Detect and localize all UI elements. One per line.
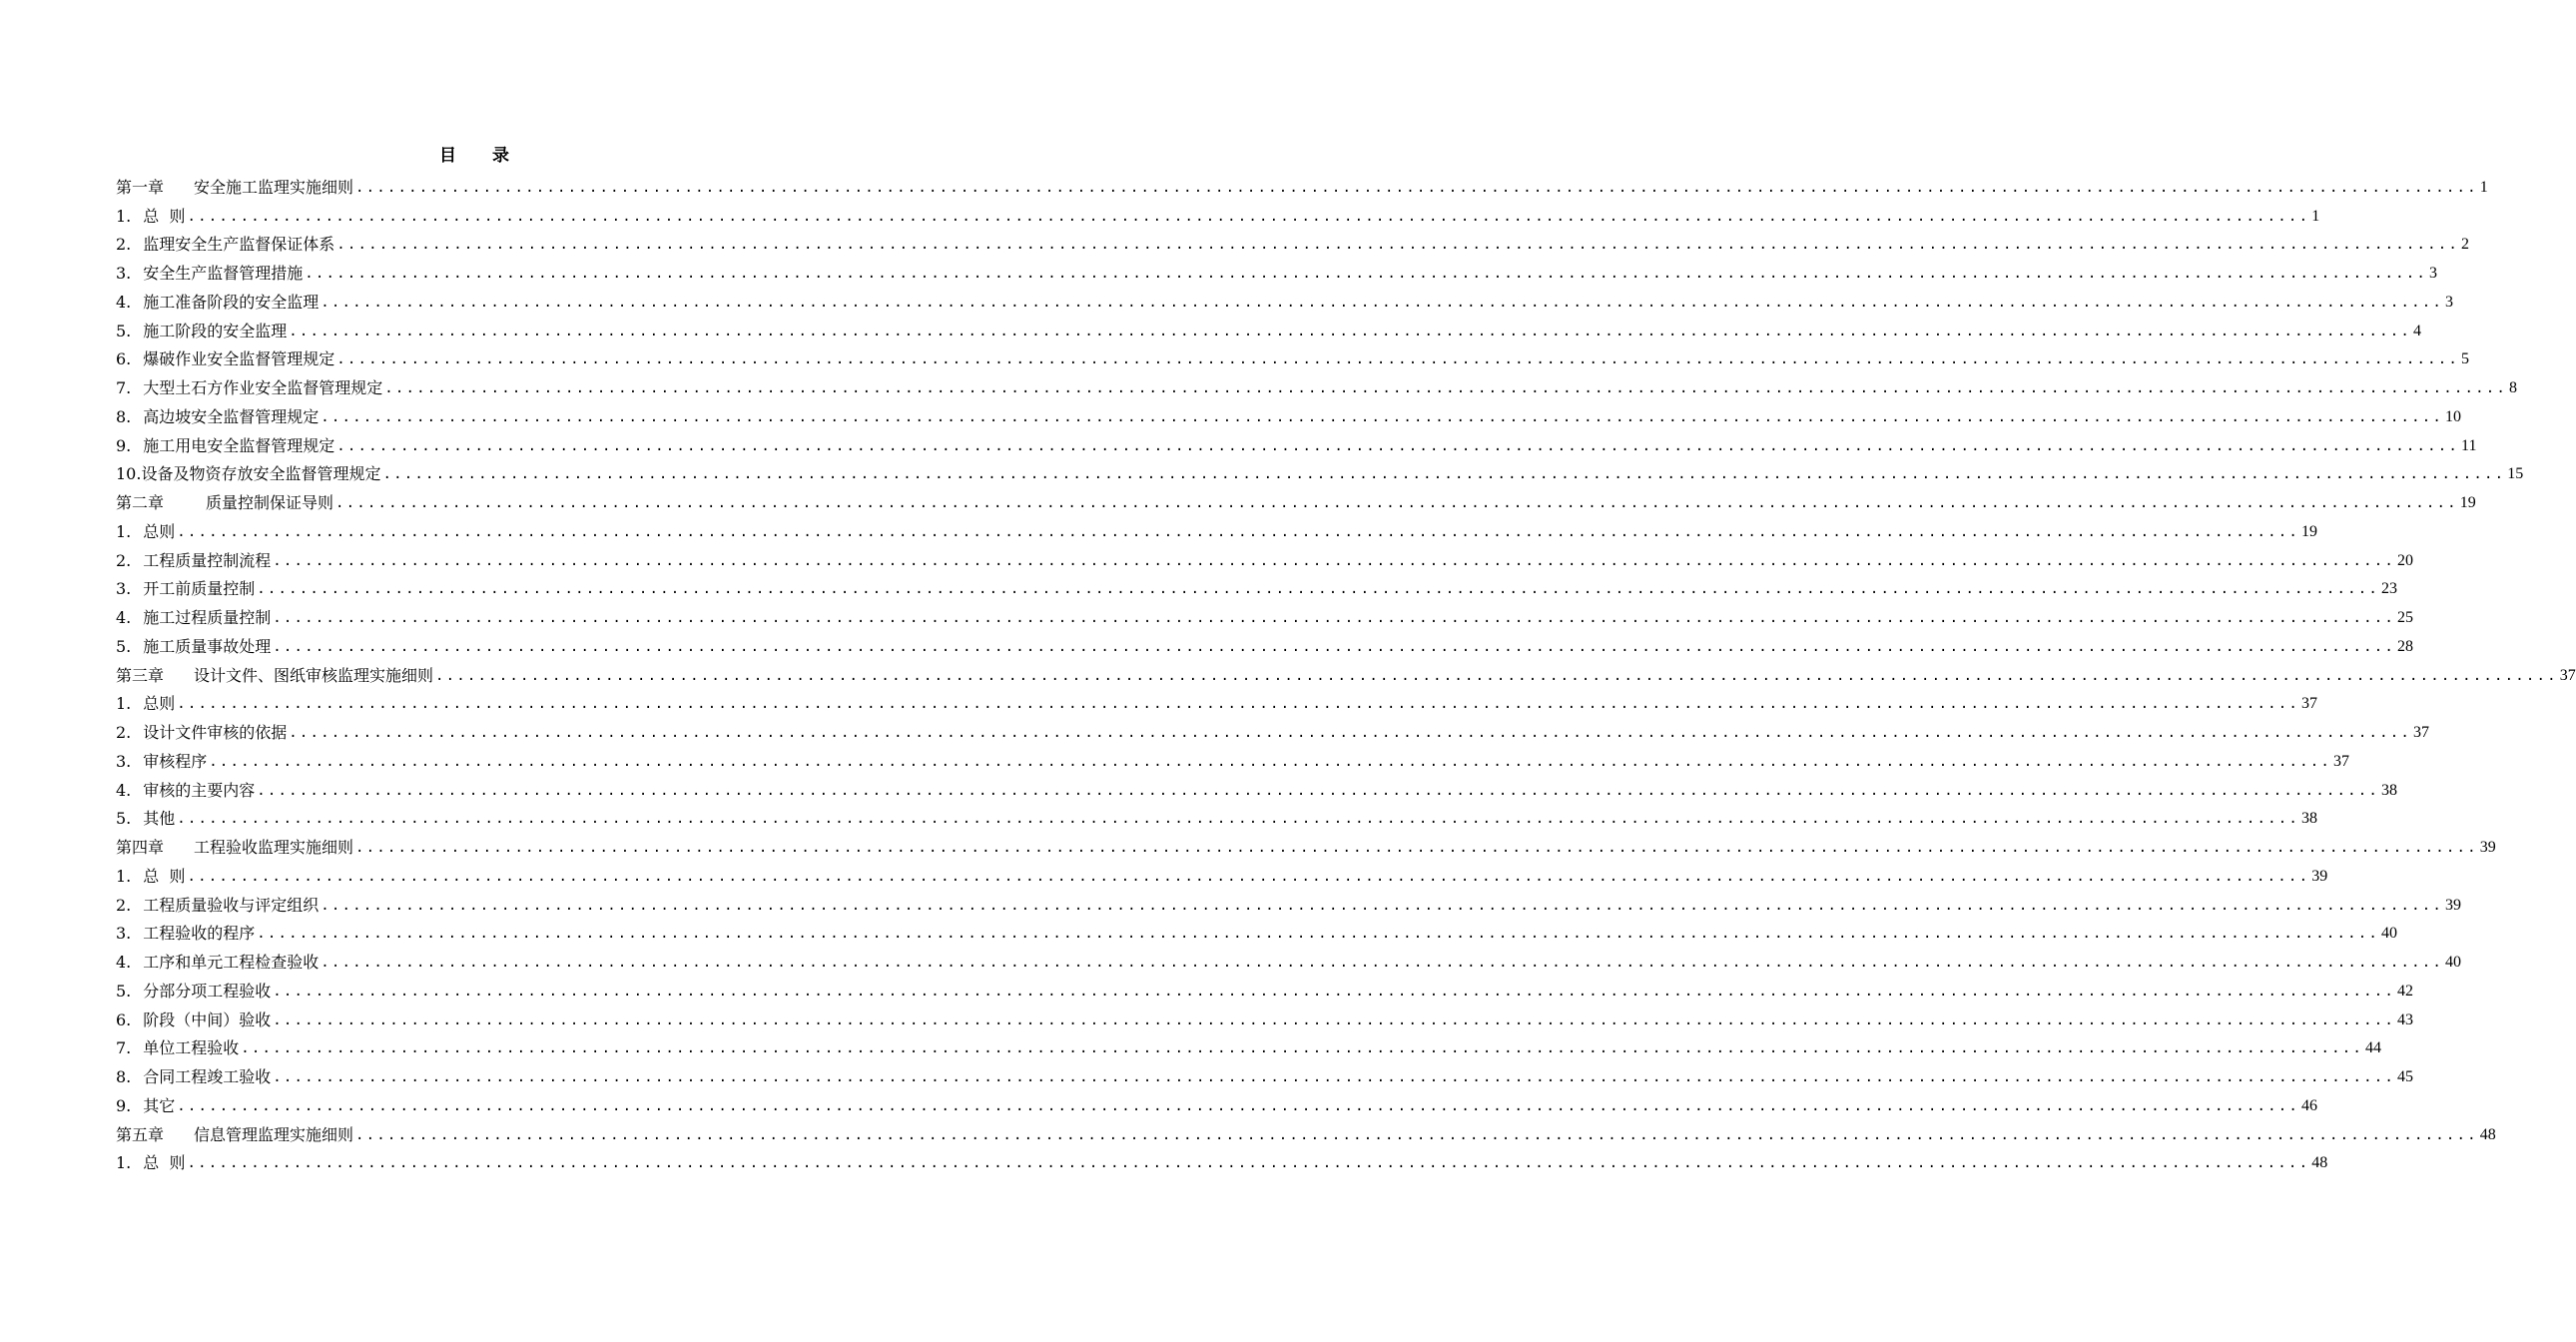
toc-entry-number: 第四章 [116, 838, 165, 857]
toc-page-number: 38 [2301, 810, 2318, 828]
toc-page-number: 37 [2301, 695, 2318, 713]
toc-entry-title: 审核的主要内容 [143, 780, 256, 800]
toc-entry-title: 施工质量事故处理 [143, 636, 272, 656]
toc-section-entry[interactable] [116, 1060, 2414, 1089]
toc-page-number: 11 [2461, 436, 2477, 454]
toc-section-entry[interactable] [116, 573, 2398, 602]
toc-entry-number: 第一章 [116, 177, 165, 197]
toc-section-entry[interactable] [116, 803, 2318, 832]
toc-entry-label [116, 291, 319, 315]
toc-section-entry[interactable] [116, 946, 2462, 975]
toc-entry-number: 1. [116, 1153, 132, 1173]
toc-dot-leader: ........................................................................................................................................................................................................ [289, 725, 2412, 741]
toc-section-entry[interactable] [116, 371, 2518, 400]
toc-entry-number: 8. [116, 406, 132, 426]
toc-dot-leader: ........................................................................................................................................................................................................ [273, 610, 2396, 626]
toc-entry-label [116, 664, 433, 688]
toc-page-number: 19 [2301, 522, 2318, 540]
toc-entry-label [116, 836, 353, 860]
toc-dot-leader: ........................................................................................................................................................................................................ [382, 466, 2506, 483]
toc-page-number: 39 [2479, 839, 2496, 856]
toc-page-number: 2 [2461, 236, 2470, 254]
toc-entry-label [116, 347, 334, 371]
toc-dot-leader: ........................................................................................................................................................................................................ [355, 1126, 2478, 1143]
toc-section-entry[interactable] [116, 889, 2462, 918]
toc-chapter-entry[interactable] [116, 171, 2488, 200]
toc-dot-leader: ........................................................................................................................................................................................................ [273, 552, 2396, 569]
toc-entry-label [116, 405, 319, 429]
toc-dot-leader: ........................................................................................................................................................................................................ [435, 667, 2558, 684]
toc-section-entry[interactable] [116, 458, 2524, 487]
toc-section-entry[interactable] [116, 860, 2328, 889]
toc-page-number: 46 [2301, 1096, 2318, 1114]
toc-dot-leader: ........................................................................................................................................................................................................ [177, 811, 2300, 828]
toc-entry-number: 1. [116, 866, 132, 886]
toc-page-number: 39 [2445, 896, 2462, 914]
toc-section-entry[interactable] [116, 918, 2398, 947]
toc-entry-number: 1. [116, 206, 132, 226]
toc-page-number: 4 [2413, 322, 2422, 339]
toc-entry-title: 安全施工监理实施细则 [194, 177, 354, 197]
toc-entry-number: 4. [116, 780, 132, 800]
toc-entry-number: 1. [116, 694, 132, 714]
toc-entry-title: 设备及物资存放安全监督管理规定 [141, 464, 381, 484]
toc-dot-leader: ........................................................................................................................................................................................................ [177, 696, 2300, 713]
toc-dot-leader: ........................................................................................................................................................................................................ [355, 179, 2478, 196]
toc-page-number: 39 [2311, 867, 2328, 885]
toc-entry-number: 5. [116, 981, 132, 1001]
toc-page-number: 38 [2381, 781, 2398, 799]
toc-entry-title: 阶段（中间）验收 [143, 1009, 272, 1029]
toc-entry-number: 4. [116, 953, 132, 972]
toc-entry-title: 爆破作业安全监督管理规定 [143, 349, 335, 369]
toc-entry-number: 7. [116, 1038, 132, 1058]
toc-entry-label [116, 1123, 353, 1147]
toc-dot-leader: ........................................................................................................................................................................................................ [355, 840, 2478, 856]
toc-entry-title: 施工阶段的安全监理 [143, 321, 288, 340]
toc-section-entry[interactable] [116, 315, 2422, 343]
toc-dot-leader: ........................................................................................................................................................................................................ [257, 782, 2380, 799]
toc-entry-number: 4. [116, 608, 132, 627]
toc-page-number: 1 [2311, 207, 2320, 225]
toc-entry-title: 总 则 [143, 1153, 186, 1173]
toc-title: 目录 [439, 146, 545, 166]
toc-dot-leader: ........................................................................................................................................................................................................ [257, 581, 2380, 598]
toc-entry-label [116, 320, 287, 343]
toc-entry-label [116, 779, 255, 803]
toc-entry-number: 第三章 [116, 665, 165, 685]
toc-entry-number: 9. [116, 1095, 132, 1115]
toc-entry-label [116, 491, 333, 515]
toc-page-number: 25 [2397, 609, 2414, 626]
toc-page-number: 48 [2311, 1154, 2328, 1172]
toc-entry-label [116, 176, 353, 200]
toc-section-entry[interactable] [116, 975, 2414, 1004]
toc-entry-label [116, 262, 303, 286]
toc-entry-label [116, 1036, 239, 1060]
toc-page-number: 5 [2461, 350, 2470, 368]
toc-entry-title: 设计文件审核的依据 [143, 723, 288, 742]
toc-section-entry[interactable] [116, 716, 2430, 745]
toc-entry-number: 3. [116, 924, 132, 944]
toc-section-entry[interactable] [116, 601, 2414, 630]
toc-section-entry[interactable] [116, 630, 2414, 659]
toc-entry-label [116, 549, 271, 573]
toc-page-number: 19 [2459, 494, 2476, 511]
toc-entry-number: 1. [116, 521, 132, 541]
toc-entry-number: 3. [116, 751, 132, 771]
toc-page-number: 20 [2397, 551, 2414, 569]
toc-page-number: 10 [2445, 407, 2462, 425]
toc-entry-title: 安全生产监督管理措施 [143, 264, 304, 283]
toc-section-entry[interactable] [116, 429, 2477, 458]
toc-page-number: 37 [2333, 752, 2350, 770]
toc-entry-label [116, 1008, 271, 1032]
toc-dot-leader: ........................................................................................................................................................................................................ [273, 983, 2396, 1000]
toc-entry-label [116, 980, 271, 1004]
toc-entry-title: 质量控制保证导则 [206, 493, 334, 512]
toc-entry-number: 第五章 [116, 1124, 165, 1144]
toc-entry-title: 总 则 [143, 206, 186, 226]
toc-chapter-entry[interactable] [116, 1118, 2496, 1147]
toc-entry-number: 3. [116, 579, 132, 599]
toc-entry-number: 2. [116, 550, 132, 570]
toc-entry-number: 第二章 [116, 493, 165, 512]
toc-entry-label [116, 520, 175, 544]
toc-entry-label [116, 606, 271, 630]
toc-page-number: 45 [2397, 1068, 2414, 1085]
toc-entry-title: 其他 [143, 809, 176, 829]
toc-entry-number: 9. [116, 435, 132, 455]
toc-entry-number: 5. [116, 321, 132, 340]
toc-page-number: 44 [2365, 1039, 2382, 1057]
toc-page-number: 28 [2397, 637, 2414, 655]
toc-dot-leader: ........................................................................................................................................................................................................ [321, 955, 2444, 971]
toc-section-entry[interactable] [116, 229, 2470, 258]
toc-dot-leader: ........................................................................................................................................................................................................ [209, 753, 2332, 770]
toc-section-entry[interactable] [116, 257, 2438, 286]
toc-page-number: 3 [2429, 265, 2438, 282]
toc-dot-leader: ........................................................................................................................................................................................................ [305, 266, 2428, 282]
toc-page-number: 37 [2559, 666, 2576, 684]
toc-page-number: 43 [2397, 1010, 2414, 1028]
toc-entry-title: 工程质量控制流程 [143, 550, 272, 570]
toc-entry-label [116, 233, 334, 257]
toc-entry-title: 工序和单元工程检查验收 [143, 953, 320, 972]
toc-entry-number: 6. [116, 349, 132, 369]
toc-page-number: 40 [2381, 925, 2398, 943]
toc-entry-number: 5. [116, 809, 132, 829]
toc-chapter-entry[interactable] [116, 659, 2576, 688]
toc-entry-title: 审核程序 [143, 751, 208, 771]
toc-entry-label [116, 1151, 185, 1175]
toc-page-number: 8 [2509, 379, 2518, 396]
toc-page-number: 15 [2507, 465, 2524, 483]
toc-entry-title: 总则 [143, 694, 176, 714]
toc-dot-leader: ........................................................................................................................................................................................................ [273, 1069, 2396, 1085]
toc-page-number: 1 [2479, 178, 2488, 196]
toc-dot-leader: ........................................................................................................................................................................................................ [257, 926, 2380, 943]
toc-entry-title: 单位工程验收 [143, 1038, 240, 1058]
toc-entry-label [116, 951, 319, 975]
toc-dot-leader: ........................................................................................................................................................................................................ [187, 208, 2310, 225]
toc-section-entry[interactable] [116, 343, 2470, 372]
toc-entry-title: 高边坡安全监督管理规定 [143, 406, 320, 426]
toc-entry-label [116, 750, 207, 774]
toc-dot-leader: ........................................................................................................................................................................................................ [321, 294, 2444, 311]
toc-section-entry[interactable] [116, 688, 2318, 717]
toc-entry-label [116, 577, 255, 601]
toc-dot-leader: ........................................................................................................................................................................................................ [384, 380, 2508, 396]
toc-page-number: 3 [2445, 293, 2454, 311]
toc-entry-label [116, 807, 175, 831]
toc-entry-number: 6. [116, 1009, 132, 1029]
toc-entry-number: 5. [116, 636, 132, 656]
toc-page-number: 42 [2397, 982, 2414, 1000]
toc-section-entry[interactable] [116, 1032, 2382, 1061]
toc-dot-leader: ........................................................................................................................................................................................................ [336, 351, 2460, 368]
toc-entry-number: 7. [116, 378, 132, 397]
toc-entry-title: 施工用电安全监督管理规定 [143, 435, 335, 455]
toc-entry-title: 其它 [143, 1095, 176, 1115]
toc-section-entry[interactable] [116, 774, 2398, 803]
toc-entry-title: 设计文件、图纸审核监理实施细则 [194, 665, 434, 685]
toc-entry-number: 2. [116, 723, 132, 742]
toc-entry-label [116, 865, 185, 889]
toc-section-entry[interactable] [116, 400, 2462, 429]
toc-entry-number: 8. [116, 1067, 132, 1086]
toc-entry-title: 工程验收的程序 [143, 924, 256, 944]
toc-entry-number: 3. [116, 264, 132, 283]
toc-entry-label [116, 462, 380, 486]
toc-page-number: 23 [2381, 580, 2398, 598]
toc-entry-title: 工程验收监理实施细则 [194, 838, 354, 857]
toc-entry-label [116, 894, 319, 918]
toc-dot-leader: ........................................................................................................................................................................................................ [177, 1097, 2300, 1114]
toc-entry-label [116, 721, 287, 745]
toc-list [116, 171, 2576, 1175]
toc-chapter-entry[interactable] [116, 486, 2476, 515]
toc-entry-label [116, 692, 175, 716]
toc-page-number: 48 [2479, 1125, 2496, 1143]
toc-entry-label [116, 205, 185, 229]
toc-entry-title: 信息管理监理实施细则 [194, 1124, 354, 1144]
toc-dot-leader: ........................................................................................................................................................................................................ [273, 1011, 2396, 1028]
toc-entry-number: 2. [116, 895, 132, 915]
toc-dot-leader: ........................................................................................................................................................................................................ [336, 437, 2460, 454]
toc-dot-leader: ........................................................................................................................................................................................................ [289, 323, 2412, 339]
toc-section-entry[interactable] [116, 745, 2350, 774]
toc-dot-leader: ........................................................................................................................................................................................................ [336, 237, 2460, 254]
toc-section-entry[interactable] [116, 200, 2320, 229]
toc-entry-title: 监理安全生产监督保证体系 [143, 235, 335, 255]
toc-entry-title: 开工前质量控制 [143, 579, 256, 599]
toc-entry-title: 合同工程竣工验收 [143, 1067, 272, 1086]
toc-entry-label [116, 1065, 271, 1089]
toc-entry-title: 施工准备阶段的安全监理 [143, 292, 320, 312]
toc-dot-leader: ........................................................................................................................................................................................................ [321, 897, 2444, 914]
toc-entry-number: 4. [116, 292, 132, 312]
toc-entry-title: 施工过程质量控制 [143, 608, 272, 627]
toc-section-entry[interactable] [116, 1089, 2318, 1118]
toc-chapter-entry[interactable] [116, 831, 2496, 860]
toc-entry-label [116, 376, 382, 400]
toc-entry-title: 总则 [143, 521, 176, 541]
toc-dot-leader: ........................................................................................................................................................................................................ [273, 638, 2396, 655]
toc-dot-leader: ........................................................................................................................................................................................................ [241, 1040, 2364, 1057]
toc-entry-label [116, 434, 334, 458]
toc-dot-leader: ........................................................................................................................................................................................................ [177, 523, 2300, 540]
toc-entry-label [116, 635, 271, 659]
toc-entry-number: 2. [116, 235, 132, 255]
toc-dot-leader: ........................................................................................................................................................................................................ [335, 495, 2458, 511]
toc-section-entry[interactable] [116, 1147, 2328, 1176]
toc-entry-title: 大型土石方作业安全监督管理规定 [143, 378, 383, 397]
toc-dot-leader: ........................................................................................................................................................................................................ [187, 868, 2310, 885]
toc-page-number: 37 [2413, 724, 2430, 741]
toc-entry-label [116, 922, 255, 946]
toc-entry-number: 10. [116, 464, 142, 484]
toc-entry-title: 工程质量验收与评定组织 [143, 895, 320, 915]
toc-section-entry[interactable] [116, 1004, 2414, 1032]
toc-section-entry[interactable] [116, 515, 2318, 544]
toc-dot-leader: ........................................................................................................................................................................................................ [321, 408, 2444, 425]
toc-entry-label [116, 1094, 175, 1118]
toc-dot-leader: ........................................................................................................................................................................................................ [187, 1155, 2310, 1172]
toc-page-number: 40 [2445, 954, 2462, 971]
toc-entry-title: 总 则 [143, 866, 186, 886]
toc-entry-title: 分部分项工程验收 [143, 981, 272, 1001]
toc-section-entry[interactable] [116, 544, 2414, 573]
toc-section-entry[interactable] [116, 286, 2454, 315]
